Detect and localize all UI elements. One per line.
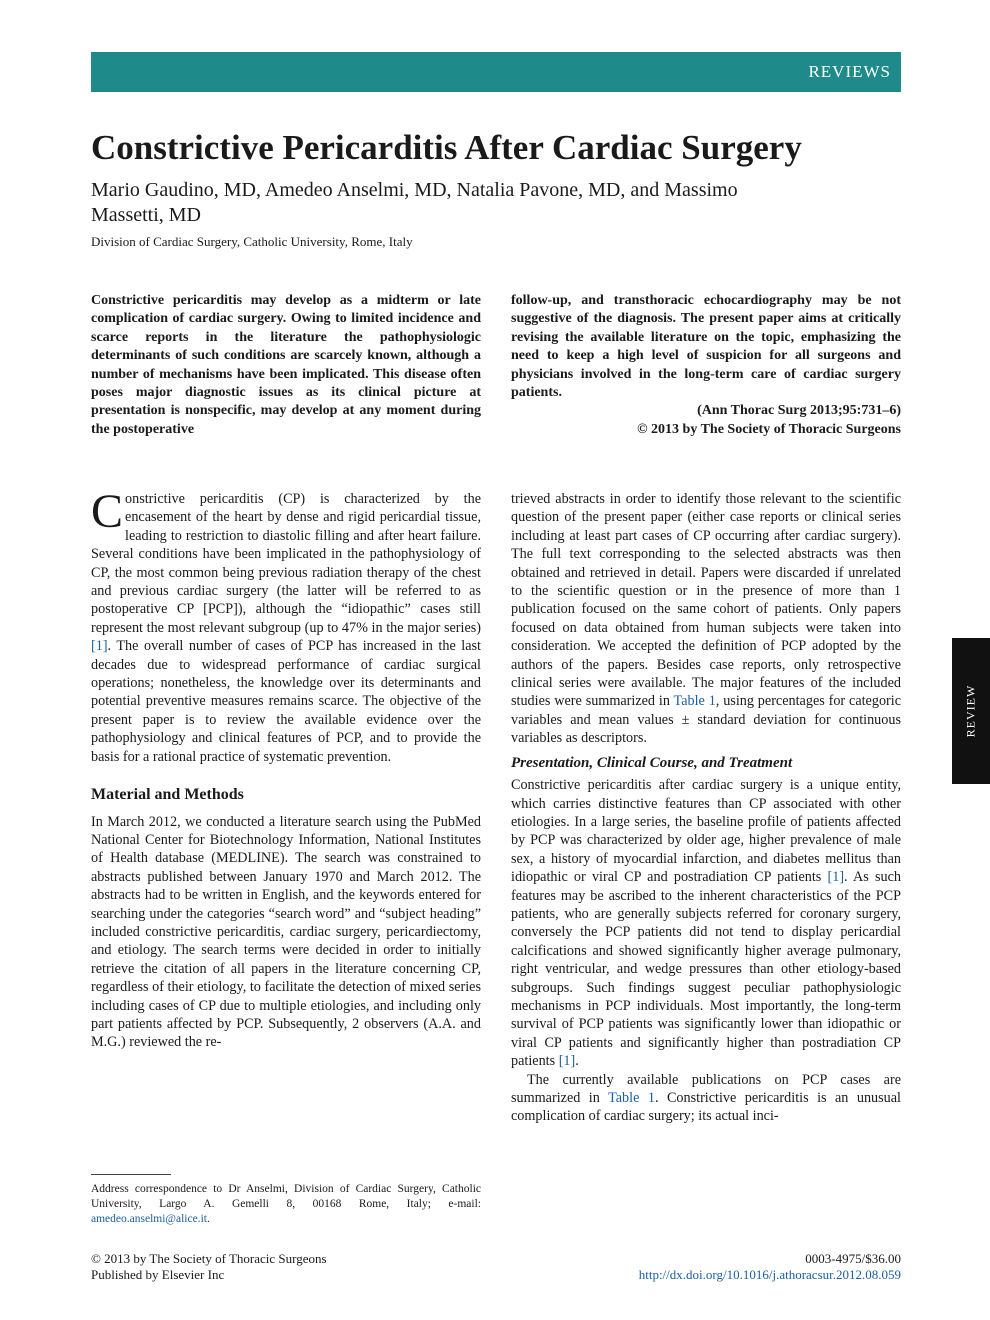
methods-continued <box>511 490 901 748</box>
presentation-text-a: Constrictive pericarditis after cardiac surgery is a unique entity, which carries distinctive features than CP associated with other etiologies. In a large series, the baseline profile of patients affected by PCP was characterized by older age, higher prevalence of male sex, a history of myocardial infarction, and diabetes mellitus than idiopathic or viral CP and postradiation CP patients <box>511 777 901 886</box>
email-link[interactable]: amedeo.anselmi@alice.it <box>91 1213 207 1225</box>
table-1-link-2[interactable]: Table 1 <box>608 1090 655 1106</box>
reference-link-3[interactable]: [1] <box>558 1053 576 1070</box>
publications-paragraph <box>511 1071 901 1126</box>
presentation-heading: Presentation, Clinical Course, and Treatment <box>511 754 793 771</box>
correspondence-footnote <box>91 1182 481 1227</box>
presentation-paragraph <box>511 776 901 1071</box>
footer-publisher: Published by Elsevier Inc <box>91 1267 225 1282</box>
reference-link-2[interactable]: [1] <box>827 869 845 886</box>
methods-paragraph: In March 2012, we conducted a literature search using the PubMed National Center for Biotechnology Information, National Institutes of Health database (MEDLINE). The search was constrained to abstracts published between January 1970 and March 2012. The abstracts had to be written in English, and the keywords entered for searching under the categories “search word” and “subject heading” included constrictive pericarditis, cardiac surgery, pericardiectomy, and etiology. The search terms were decided in order to initially retrieve the citation of all papers in the literature concerning CP, regardless of their etiology, to facilitate the detection of mixed series including cases of CP due to multiple etiologies, and including only part patients affected by PCP. Subsequently, 2 observers (A.A. and M.G.) reviewed the re- <box>91 813 481 1051</box>
body-column-left <box>91 485 481 1052</box>
footnote-divider <box>91 1174 171 1175</box>
intro-paragraph <box>91 485 481 766</box>
footer-copyright: © 2013 by The Society of Thoracic Surgeons <box>91 1251 327 1266</box>
intro-text-a: onstrictive pericarditis (CP) is characterized by the encasement of the heart by dense and rigid pericardial tissue, leading to restriction to diastolic filling and after heart failure. Several conditions have been implicated in the pathophysiology of CP, the most common being previous radiation therapy of the chest and previous cardiac surgery (the latter will be referred to as postoperative CP [PCP]), although the “idiopathic” cases still represent the most relevant subgroup (up to 47% in the major series) <box>91 491 481 636</box>
doi-link[interactable]: http://dx.doi.org/10.1016/j.athoracsur.2012.08.059 <box>638 1267 901 1282</box>
footer-right <box>639 1251 901 1283</box>
methods-text-c: , using percentages for categoric variables and mean values ± standard deviation for continuous variables as descriptors. <box>511 693 901 747</box>
publications-text-b: . Constrictive pericarditis is an unusual complication of cardiac surgery; its actual inci- <box>511 1090 901 1125</box>
drop-cap: C <box>91 485 124 538</box>
reference-link-1[interactable]: [1] <box>91 638 108 655</box>
abstract-copyright: © 2013 by The Society of Thoracic Surgeons <box>637 421 901 437</box>
section-banner <box>91 52 901 92</box>
abstract-right-text: follow-up, and transthoracic echocardiography may be not suggestive of the diagnosis. The present paper aims at critically revising the available literature on the topic, emphasizing the need to keep a high level of suspicion for all surgeons and physicians involved in the long-term care of cardiac surgery patients. <box>511 293 901 401</box>
presentation-text-c: . <box>575 1053 579 1070</box>
methods-heading: Material and Methods <box>91 786 244 804</box>
article-title: Constrictive Pericarditis After Cardiac Surgery <box>91 128 802 167</box>
body-column-right <box>511 490 901 1126</box>
abstract-left: Constrictive pericarditis may develop as a midterm or late complication of cardiac surgery. Owing to limited incidence and scarce reports in the literature the pathophysiologic determinants of such conditions are scarcely known, although a number of mechanisms have been implicated. This disease often poses major diagnostic issues as its clinical picture at presentation is nonspecific, may develop at any moment during the postoperative <box>91 293 481 437</box>
presentation-text-b: . As such features may be ascribed to the inherent characteristics of the PCP patients, who are generally subjects referred for coronary surgery, conversely the PCP patients did not tend to display pericardial calcifications and showed significantly higher average pulmonary, right ventricular, and wedge pressures than other etiology-based subgroups. Such findings suggest peculiar pathophysiologic mechanisms in PCP individuals. Most importantly, the long-term survival of PCP patients was significantly lower than idiopathic or viral CP patients and significantly higher than postradiation CP patients <box>511 869 901 1070</box>
affiliation: Division of Cardiac Surgery, Catholic University, Rome, Italy <box>91 234 413 249</box>
section-label: REVIEWS <box>808 62 891 81</box>
intro-text-b: . The overall number of cases of PCP has increased in the last decades due to widespread performance of cardiac surgical operations; nonetheless, the knowledge over its determinants and potential preventive measures remains scarce. The objective of the present paper is to review the available evidence over the pathophysiology and clinical features of PCP, and to provide the basis for a rational practice of systematic prevention. <box>91 638 481 765</box>
abstract-right <box>511 292 901 439</box>
side-section-tab <box>952 638 990 784</box>
footer-issn: 0003-4975/$36.00 <box>805 1251 901 1266</box>
footnote-end: . <box>206 1213 210 1225</box>
footnote-text: Address correspondence to Dr Anselmi, Division of Cardiac Surgery, Catholic University, Largo A. Gemelli 8, 00168 Rome, Italy; e-mail: <box>91 1183 481 1210</box>
methods-text-b: trieved abstracts in order to identify those relevant to the scientific question of the present paper (either case reports or clinical series including at least part cases of CP occurring after cardiac surgery). The full text corresponding to the selected abstracts was then obtained and retrieved in detail. Papers were discarded if unrelated to the scientific question or in the presence of more than 1 publication focused on the same cohort of patients. Only papers focused on data obtained from human subjects were taken into consideration. We accepted the definition of PCP adopted by the authors of the papers. Besides case reports, only retrospective clinical series were available. The major features of the included studies were summarized in <box>511 491 901 710</box>
abstract-citation: (Ann Thorac Surg 2013;95:731–6) <box>697 403 901 419</box>
footer-left <box>91 1251 327 1283</box>
publications-text-a: The currently available publications on PCP cases are summarized in <box>511 1071 901 1106</box>
author-list: Mario Gaudino, MD, Amedeo Anselmi, MD, Natalia Pavone, MD, and Massimo Massetti, MD <box>91 179 738 226</box>
table-1-link[interactable]: Table 1 <box>673 693 716 710</box>
side-tab-label: REVIEW <box>963 684 978 738</box>
